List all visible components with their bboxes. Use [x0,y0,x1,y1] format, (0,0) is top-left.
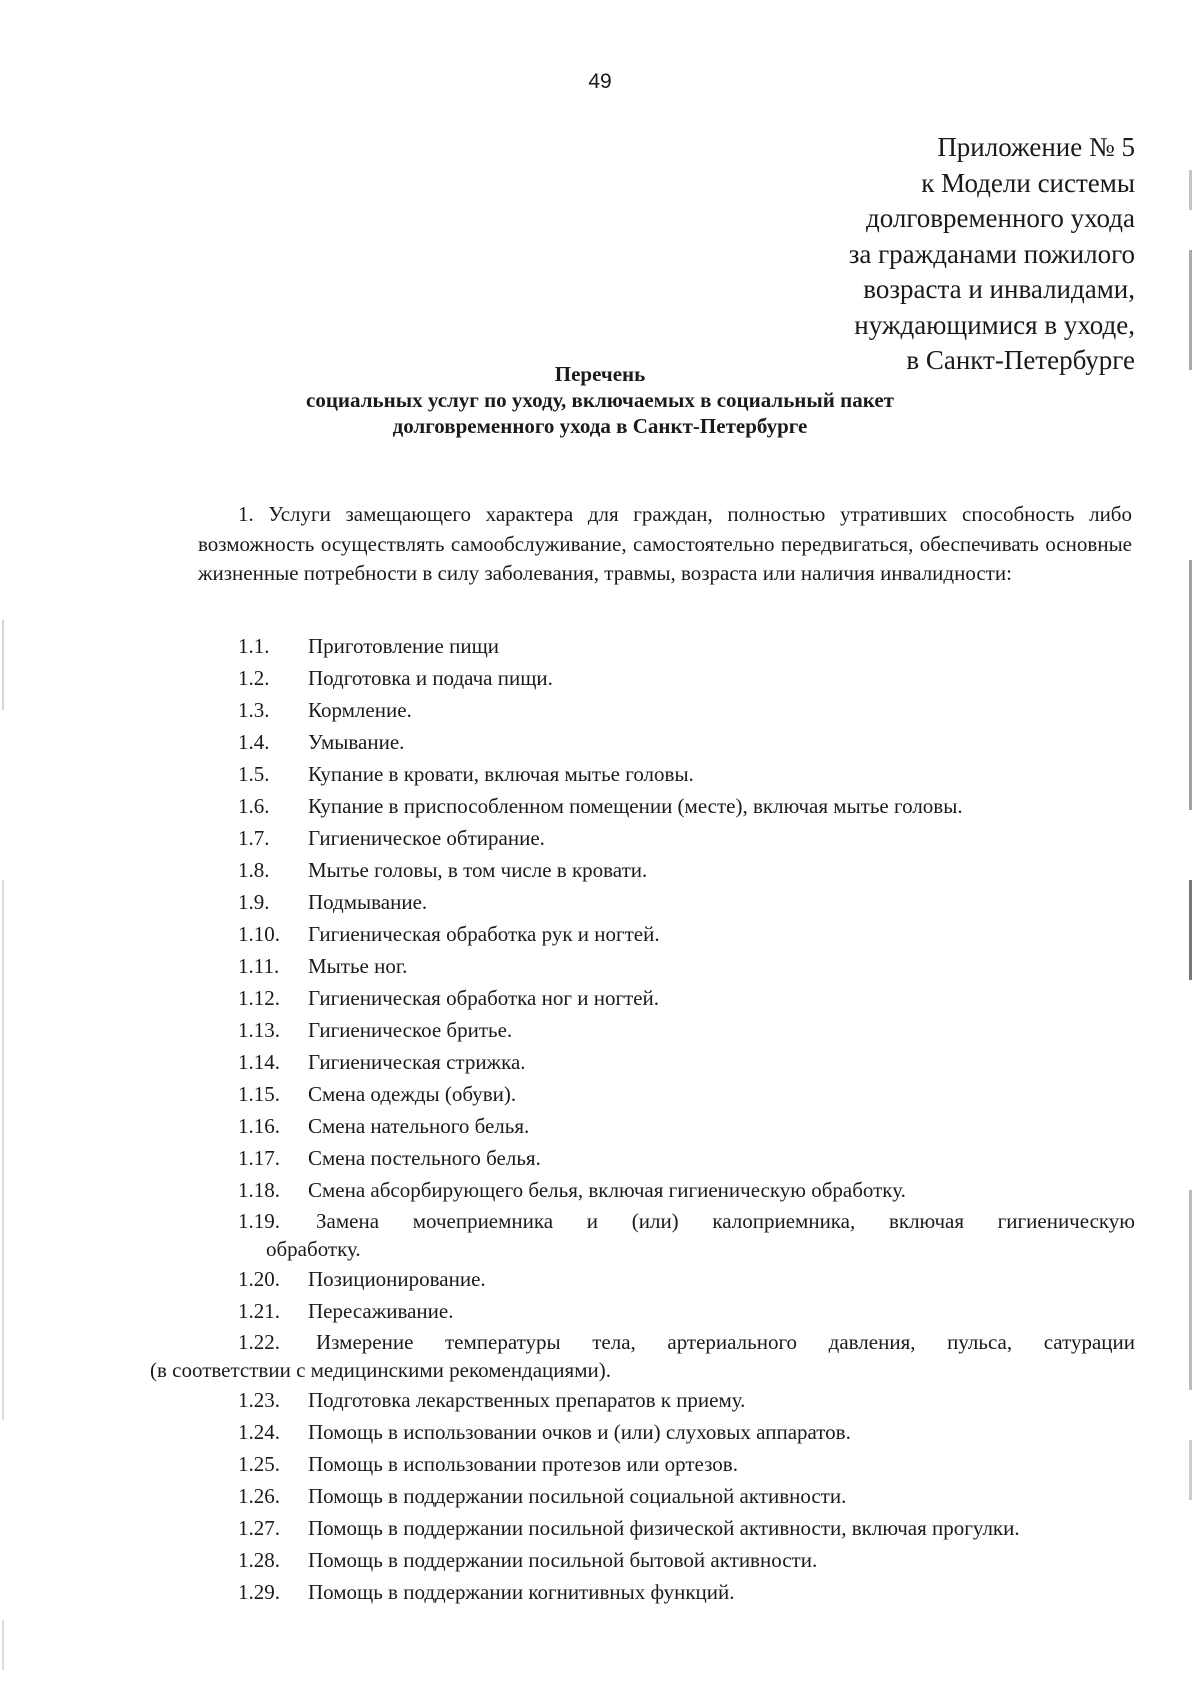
list-item [160,1384,1135,1416]
item-text: Гигиеническая стрижка. [308,1050,526,1074]
list-item [160,1078,1135,1110]
item-text: Помощь в использовании очков и (или) слуховых аппаратов. [308,1420,851,1444]
item-text: Смена одежды (обуви). [308,1082,517,1106]
list-item [160,1544,1135,1576]
item-text: Мытье ног. [308,954,408,978]
item-text: Помощь в поддержании посильной физической активности, включая прогулки. [308,1516,1020,1540]
item-number: 1.19. [238,1209,280,1233]
list-item [160,1576,1135,1608]
scan-margin-mark [1189,250,1192,370]
list-item [160,1480,1135,1512]
item-text: Пересаживание. [308,1299,454,1323]
list-item [160,726,1135,758]
scan-margin-mark [1189,880,1192,980]
item-number: 1.23. [238,1388,280,1412]
scan-margin-mark [1189,1440,1192,1500]
item-number: 1.26. [238,1484,280,1508]
item-text: Позиционирование. [308,1267,486,1291]
list-item [160,982,1135,1014]
list-item [160,1263,1135,1295]
item-number: 1.7. [238,826,270,850]
list-item [160,1512,1135,1544]
list-item [160,662,1135,694]
item-number: 1.18. [238,1178,280,1202]
appendix-line: нуждающимися в уходе, [854,309,1135,340]
item-number: 1.5. [238,762,270,786]
title-line: Перечень [554,362,646,386]
item-number: 1.6. [238,794,270,818]
item-number: 1.9. [238,890,270,914]
item-text: Смена нательного белья. [308,1114,530,1138]
item-text: Кормление. [308,698,412,722]
item-number: 1.13. [238,1018,280,1042]
item-text: Подмывание. [308,890,428,914]
appendix-header [675,130,1135,379]
page-number: 49 [588,70,612,93]
list-item [160,886,1135,918]
item-text: Гигиеническое бритье. [308,1018,513,1042]
list-item [160,694,1135,726]
list-item [160,1142,1135,1174]
list-item [160,1110,1135,1142]
item-text: Купание в приспособленном помещении (месте), включая мытье головы. [308,794,963,818]
item-text: Смена абсорбирующего белья, включая гигиеническую обработку. [308,1178,906,1202]
list-item [160,1174,1135,1206]
item-text: Умывание. [308,730,405,754]
scan-margin-mark [1189,170,1192,210]
appendix-line: в Санкт-Петербурге [906,345,1135,375]
item-text: Помощь в поддержании посильной бытовой активности. [308,1548,818,1572]
item-number: 1.16. [238,1114,280,1138]
item-number: 1.3. [238,698,270,722]
item-text: Помощь в использовании протезов или ортезов. [308,1452,738,1476]
scan-margin-mark [2,880,4,1420]
list-item [160,758,1135,790]
list-item [160,918,1135,950]
appendix-line: Приложение № 5 [937,132,1135,162]
list-item [160,1046,1135,1078]
scan-margin-mark [1189,1190,1192,1390]
scan-margin-mark [2,1620,4,1670]
item-text: Купание в кровати, включая мытье головы. [308,762,694,786]
intro-paragraph: 1. Услуги замещающего характера для граждан, полностью утративших способность либо возможность осуществлять самообслуживание, самостоятельно передвигаться, обеспечивать основные жизненные потребности в силу заболевания, травмы, возраста или наличия инвалидности: [198,502,1132,585]
item-number: 1.22. [238,1330,280,1354]
item-text-continued: обработку. [266,1237,361,1261]
item-number: 1.28. [238,1548,280,1572]
item-text: Гигиеническая обработка рук и ногтей. [308,922,660,946]
item-number: 1.8. [238,858,270,882]
list-item [160,1207,1135,1263]
item-number: 1.1. [238,634,270,658]
item-text: Мытье головы, в том числе в кровати. [308,858,648,882]
item-number: 1.10. [238,922,280,946]
title-line: долговременного ухода в Санкт-Петербурге [392,414,808,438]
list-item [160,822,1135,854]
list-item [160,1014,1135,1046]
item-text: Подготовка и подача пищи. [308,666,553,690]
document-title [150,361,1050,439]
appendix-line: к Модели системы [921,167,1135,198]
item-text: Приготовление пищи [308,634,499,658]
item-number: 1.11. [238,954,280,978]
item-text: Измерение температуры тела, артериального давления, пульса, сатурации [316,1330,1135,1354]
item-number: 1.25. [238,1452,280,1476]
title-line: социальных услуг по уходу, включаемых в социальный пакет [306,388,894,412]
item-number: 1.15. [238,1082,280,1106]
item-number: 1.24. [238,1420,280,1444]
item-number: 1.14. [238,1050,280,1074]
item-number: 1.21. [238,1299,280,1323]
item-text: Гигиеническая обработка ног и ногтей. [308,986,660,1010]
appendix-line: возраста и инвалидами, [863,274,1135,304]
item-text: Подготовка лекарственных препаратов к приему. [308,1388,746,1412]
list-item [160,630,1135,662]
item-text: Смена постельного белья. [308,1146,541,1170]
item-number: 1.12. [238,986,280,1010]
list-item [160,1295,1135,1327]
list-item [150,1328,1135,1384]
item-text: Гигиеническое обтирание. [308,826,545,850]
appendix-line: за гражданами пожилого [848,238,1135,269]
item-text-continued: (в соответствии с медицинскими рекомендациями). [150,1358,611,1382]
item-number: 1.20. [238,1267,280,1291]
list-item [160,950,1135,982]
scan-margin-mark [2,620,4,710]
item-number: 1.27. [238,1516,280,1540]
list-item [160,1448,1135,1480]
list-item [160,790,1135,822]
item-text: Помощь в поддержании когнитивных функций. [308,1580,735,1604]
item-text: Помощь в поддержании посильной социальной активности. [308,1484,847,1508]
services-list [150,630,1135,1608]
appendix-line: долговременного ухода [865,203,1135,233]
item-number: 1.4. [238,730,270,754]
list-item [160,854,1135,886]
item-number: 1.2. [238,666,270,690]
scan-margin-mark [1189,560,1192,810]
item-number: 1.17. [238,1146,280,1170]
item-text: Замена мочеприемника и (или) калоприемника, включая гигиеническую [316,1209,1135,1233]
item-number: 1.29. [238,1580,280,1604]
list-item [160,1416,1135,1448]
